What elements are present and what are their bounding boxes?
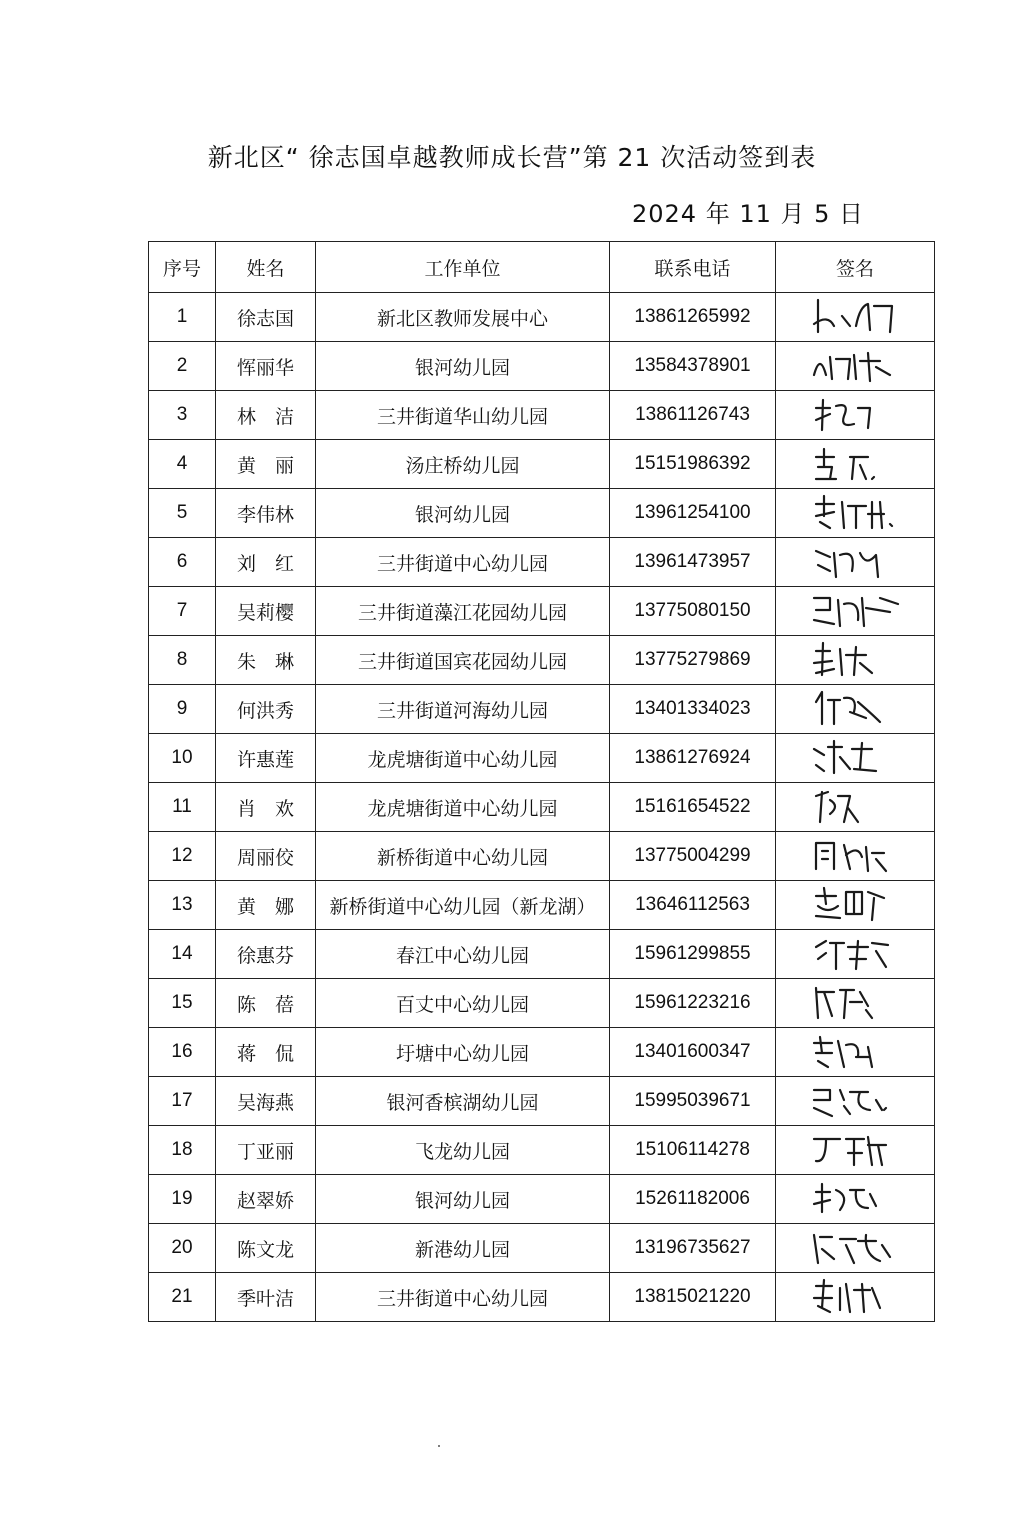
phone-number: 15961299855 — [610, 930, 776, 979]
table-row — [149, 783, 935, 832]
row-number: 4 — [149, 440, 216, 489]
signature-cell — [776, 1175, 935, 1224]
work-unit: 龙虎塘街道中心幼儿园 — [316, 783, 610, 832]
handwritten-signature — [807, 443, 903, 485]
signature-stroke — [816, 941, 888, 969]
participant-name: 季叶洁 — [216, 1273, 316, 1322]
work-unit: 龙虎塘街道中心幼儿园 — [316, 734, 610, 783]
work-unit: 新桥街道中心幼儿园 — [316, 832, 610, 881]
signature-stroke — [816, 988, 872, 1018]
row-number: 7 — [149, 587, 216, 636]
signature-stroke — [814, 1090, 886, 1116]
signature-cell — [776, 587, 935, 636]
signature-stroke — [814, 643, 872, 675]
participant-name: 蒋 侃 — [216, 1028, 316, 1077]
signature-stroke — [814, 741, 876, 773]
work-unit: 圩塘中心幼儿园 — [316, 1028, 610, 1077]
table-row — [149, 832, 935, 881]
header-org: 工作单位 — [316, 242, 610, 293]
participant-name: 林 洁 — [216, 391, 316, 440]
participant-name: 恽丽华 — [216, 342, 316, 391]
signature-stroke — [814, 598, 898, 626]
row-number: 11 — [149, 783, 216, 832]
participant-name: 吴海燕 — [216, 1077, 316, 1126]
signature-cell — [776, 979, 935, 1028]
handwritten-signature — [807, 541, 903, 583]
handwritten-signature — [807, 737, 903, 779]
work-unit: 三井街道河海幼儿园 — [316, 685, 610, 734]
table-body — [149, 293, 935, 1322]
work-unit: 新港幼儿园 — [316, 1224, 610, 1273]
handwritten-signature — [807, 688, 903, 730]
participant-name: 黄 娜 — [216, 881, 316, 930]
table-row — [149, 1028, 935, 1077]
work-unit: 飞龙幼儿园 — [316, 1126, 610, 1175]
signature-stroke — [814, 1280, 880, 1312]
row-number: 6 — [149, 538, 216, 587]
phone-number: 13961473957 — [610, 538, 776, 587]
handwritten-signature — [807, 492, 903, 534]
phone-number: 13775279869 — [610, 636, 776, 685]
participant-name: 许惠莲 — [216, 734, 316, 783]
table-row — [149, 1224, 935, 1273]
row-number: 5 — [149, 489, 216, 538]
signature-cell — [776, 881, 935, 930]
phone-number: 15961223216 — [610, 979, 776, 1028]
work-unit: 新北区教师发展中心 — [316, 293, 610, 342]
phone-number: 13646112563 — [610, 881, 776, 930]
signature-cell — [776, 1028, 935, 1077]
row-number: 21 — [149, 1273, 216, 1322]
signature-cell — [776, 636, 935, 685]
signature-stroke — [816, 843, 886, 871]
table-row — [149, 489, 935, 538]
row-number: 12 — [149, 832, 216, 881]
participant-name: 何洪秀 — [216, 685, 316, 734]
table-row — [149, 440, 935, 489]
phone-number: 13861265992 — [610, 293, 776, 342]
signature-cell — [776, 293, 935, 342]
handwritten-signature — [807, 1129, 903, 1171]
participant-name: 丁亚丽 — [216, 1126, 316, 1175]
table-row — [149, 1077, 935, 1126]
signature-stroke — [814, 1137, 886, 1165]
handwritten-signature — [807, 786, 903, 828]
sheet-title: 新北区“ 徐志国卓越教师成长营”第 21 次活动签到表 — [207, 143, 817, 172]
table-row — [149, 1126, 935, 1175]
signature-cell — [776, 1126, 935, 1175]
signature-cell — [776, 1077, 935, 1126]
phone-number: 13401334023 — [610, 685, 776, 734]
table-header-row — [149, 242, 935, 293]
header-signature: 签名 — [776, 242, 935, 293]
signature-cell — [776, 538, 935, 587]
phone-number: 15161654522 — [610, 783, 776, 832]
phone-number: 13196735627 — [610, 1224, 776, 1273]
phone-number: 13961254100 — [610, 489, 776, 538]
participant-name: 陈文龙 — [216, 1224, 316, 1273]
row-number: 2 — [149, 342, 216, 391]
phone-number: 13775080150 — [610, 587, 776, 636]
signature-stroke — [814, 1037, 872, 1067]
signature-cell — [776, 1224, 935, 1273]
table-row — [149, 342, 935, 391]
handwritten-signature — [807, 639, 903, 681]
signature-stroke — [814, 1235, 890, 1263]
table-row — [149, 1273, 935, 1322]
table-row — [149, 881, 935, 930]
participant-name: 赵翠娇 — [216, 1175, 316, 1224]
phone-number: 13584378901 — [610, 342, 776, 391]
table-row — [149, 1175, 935, 1224]
table-row — [149, 930, 935, 979]
header-name: 姓名 — [216, 242, 316, 293]
table-row — [149, 391, 935, 440]
row-number: 9 — [149, 685, 216, 734]
signature-cell — [776, 685, 935, 734]
handwritten-signature — [807, 1227, 903, 1269]
participant-name: 肖 欢 — [216, 783, 316, 832]
participant-name: 刘 红 — [216, 538, 316, 587]
phone-number: 13401600347 — [610, 1028, 776, 1077]
signature-stroke — [816, 692, 880, 724]
header-no: 序号 — [149, 242, 216, 293]
row-number: 1 — [149, 293, 216, 342]
header-phone: 联系电话 — [610, 242, 776, 293]
signature-stroke — [814, 300, 892, 332]
signature-cell — [776, 342, 935, 391]
work-unit: 银河幼儿园 — [316, 489, 610, 538]
row-number: 20 — [149, 1224, 216, 1273]
table-row — [149, 587, 935, 636]
signature-cell — [776, 783, 935, 832]
participant-name: 徐志国 — [216, 293, 316, 342]
participant-name: 陈 蓓 — [216, 979, 316, 1028]
handwritten-signature — [807, 1276, 903, 1318]
phone-number: 13815021220 — [610, 1273, 776, 1322]
participant-name: 李伟林 — [216, 489, 316, 538]
signature-cell — [776, 734, 935, 783]
handwritten-signature — [807, 590, 903, 632]
row-number: 3 — [149, 391, 216, 440]
signature-cell — [776, 391, 935, 440]
participant-name: 吴莉樱 — [216, 587, 316, 636]
row-number: 14 — [149, 930, 216, 979]
work-unit: 三井街道藻江花园幼儿园 — [316, 587, 610, 636]
signature-cell — [776, 440, 935, 489]
handwritten-signature — [807, 1080, 903, 1122]
work-unit: 汤庄桥幼儿园 — [316, 440, 610, 489]
signature-cell — [776, 489, 935, 538]
handwritten-signature — [807, 982, 903, 1024]
signature-stroke — [816, 449, 874, 479]
scan-speck — [438, 1445, 440, 1447]
row-number: 13 — [149, 881, 216, 930]
table-row — [149, 685, 935, 734]
row-number: 17 — [149, 1077, 216, 1126]
table-row — [149, 636, 935, 685]
handwritten-signature — [807, 1031, 903, 1073]
work-unit: 三井街道中心幼儿园 — [316, 1273, 610, 1322]
signature-stroke — [814, 1184, 876, 1212]
work-unit: 三井街道中心幼儿园 — [316, 538, 610, 587]
phone-number: 13861126743 — [610, 391, 776, 440]
work-unit: 银河幼儿园 — [316, 342, 610, 391]
signature-stroke — [816, 888, 884, 920]
work-unit: 三井街道国宾花园幼儿园 — [316, 636, 610, 685]
handwritten-signature — [807, 933, 903, 975]
phone-number: 15261182006 — [610, 1175, 776, 1224]
row-number: 15 — [149, 979, 216, 1028]
signature-stroke — [816, 551, 878, 577]
phone-number: 15995039671 — [610, 1077, 776, 1126]
work-unit: 百丈中心幼儿园 — [316, 979, 610, 1028]
work-unit: 春江中心幼儿园 — [316, 930, 610, 979]
handwritten-signature — [807, 835, 903, 877]
handwritten-signature — [807, 296, 903, 338]
work-unit: 三井街道华山幼儿园 — [316, 391, 610, 440]
table-row — [149, 979, 935, 1028]
row-number: 8 — [149, 636, 216, 685]
signature-cell — [776, 1273, 935, 1322]
phone-number: 13775004299 — [610, 832, 776, 881]
table-row — [149, 293, 935, 342]
table-row — [149, 538, 935, 587]
participant-name: 朱 琳 — [216, 636, 316, 685]
phone-number: 15151986392 — [610, 440, 776, 489]
sheet-date: 2024 年 11 月 5 日 — [632, 200, 865, 228]
row-number: 18 — [149, 1126, 216, 1175]
row-number: 10 — [149, 734, 216, 783]
signature-stroke — [816, 496, 892, 528]
row-number: 16 — [149, 1028, 216, 1077]
signature-stroke — [814, 353, 890, 381]
work-unit: 银河香槟湖幼儿园 — [316, 1077, 610, 1126]
participant-name: 周丽佼 — [216, 832, 316, 881]
sign-in-table — [148, 241, 935, 1322]
handwritten-signature — [807, 394, 903, 436]
participant-name: 黄 丽 — [216, 440, 316, 489]
handwritten-signature — [807, 345, 903, 387]
signature-cell — [776, 832, 935, 881]
handwritten-signature — [807, 884, 903, 926]
phone-number: 13861276924 — [610, 734, 776, 783]
table-row — [149, 734, 935, 783]
signature-stroke — [816, 792, 858, 822]
row-number: 19 — [149, 1175, 216, 1224]
participant-name: 徐惠芬 — [216, 930, 316, 979]
work-unit: 新桥街道中心幼儿园（新龙湖） — [316, 881, 610, 930]
work-unit: 银河幼儿园 — [316, 1175, 610, 1224]
signature-stroke — [816, 400, 870, 430]
handwritten-signature — [807, 1178, 903, 1220]
signature-cell — [776, 930, 935, 979]
phone-number: 15106114278 — [610, 1126, 776, 1175]
